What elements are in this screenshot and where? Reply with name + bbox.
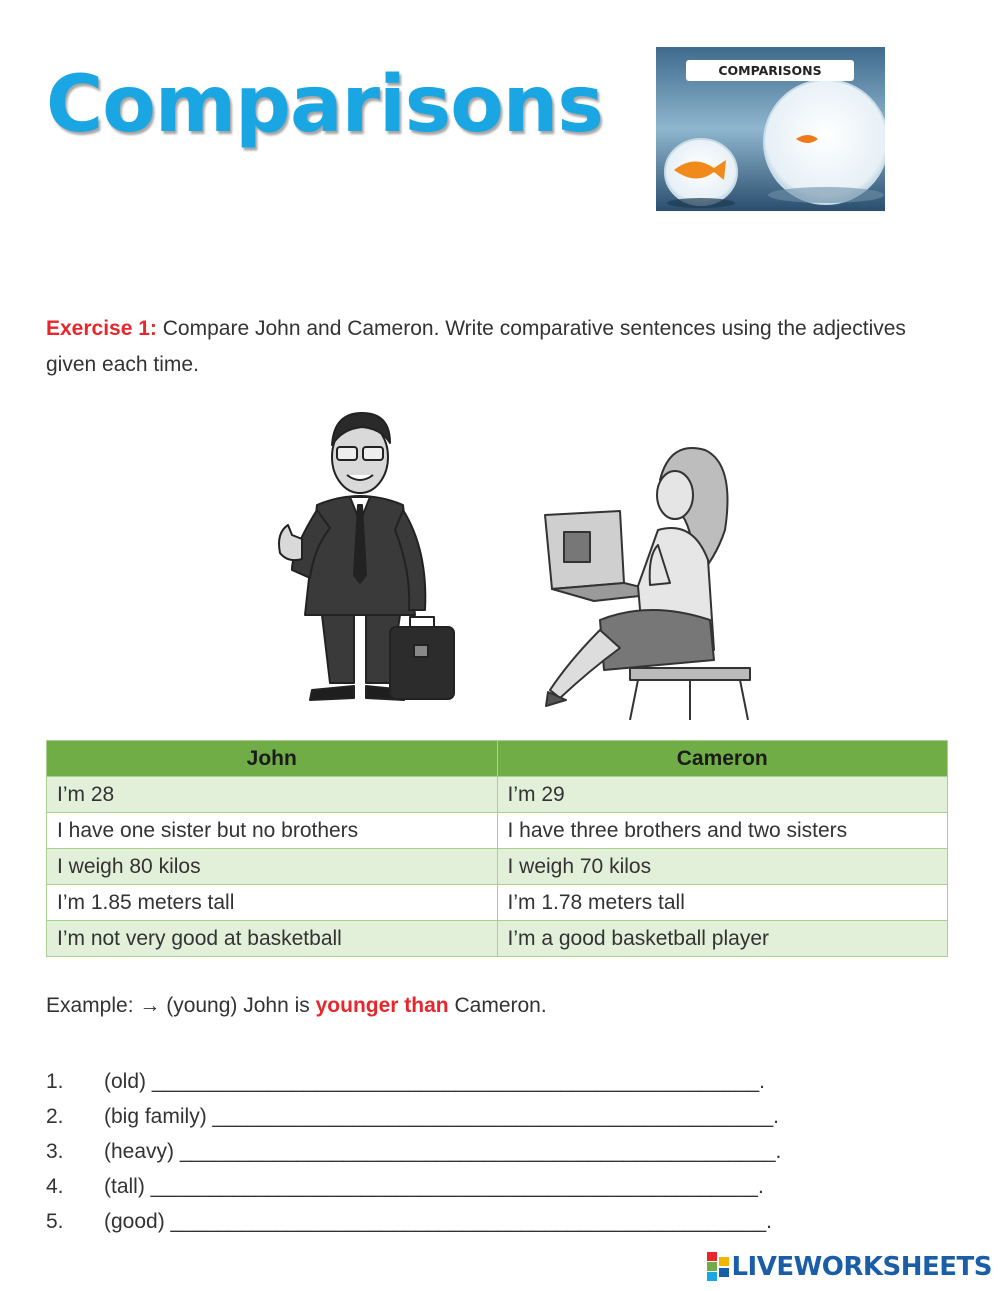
table-cell: I weigh 80 kilos — [47, 849, 498, 885]
answer-line[interactable]: (big family) ________________________________________________. — [104, 1105, 779, 1128]
table-row — [47, 921, 948, 957]
column-header-cameron: Cameron — [497, 741, 948, 777]
goldfish-bowl-banner-image — [656, 47, 885, 211]
question-item — [46, 1064, 906, 1099]
table-header-row — [47, 741, 948, 777]
question-list — [46, 1064, 906, 1239]
logo-text: LIVEWORKSHEETS — [731, 1252, 992, 1282]
example-prefix: Example: → (young) John is — [46, 994, 316, 1017]
liveworksheets-logo — [707, 1249, 992, 1285]
table-row — [47, 777, 948, 813]
table-cell: I’m 1.78 meters tall — [497, 885, 948, 921]
table-cell: I’m 1.85 meters tall — [47, 885, 498, 921]
question-number: 2. — [46, 1105, 64, 1128]
table-cell: I have one sister but no brothers — [47, 813, 498, 849]
question-item — [46, 1204, 906, 1239]
answer-line[interactable]: (good) ___________________________________________________. — [104, 1210, 773, 1233]
column-header-john: John — [47, 741, 498, 777]
exercise-text: Compare John and Cameron. Write comparative sentences using the adjectives given each time. — [46, 317, 906, 376]
question-item — [46, 1099, 906, 1134]
table-cell: I weigh 70 kilos — [497, 849, 948, 885]
table-cell: I’m a good basketball player — [497, 921, 948, 957]
question-item — [46, 1134, 906, 1169]
banner-label: COMPARISONS — [718, 63, 822, 78]
table-row — [47, 849, 948, 885]
comparison-table — [46, 740, 948, 957]
table-cell: I have three brothers and two sisters — [497, 813, 948, 849]
example-highlight: younger than — [315, 994, 449, 1017]
example-suffix: Cameron. — [448, 994, 547, 1017]
table-row — [47, 813, 948, 849]
question-number: 3. — [46, 1140, 64, 1163]
answer-line[interactable]: (old) ____________________________________________________. — [104, 1070, 765, 1093]
cameron-illustration — [540, 440, 760, 720]
question-item — [46, 1169, 906, 1204]
answer-line[interactable]: (heavy) ___________________________________________________. — [104, 1140, 782, 1163]
example-sentence — [46, 994, 547, 1018]
table-cell: I’m 29 — [497, 777, 948, 813]
question-number: 4. — [46, 1175, 64, 1198]
exercise-instructions — [46, 311, 946, 383]
exercise-label: Exercise 1: — [46, 317, 157, 340]
table-cell: I’m 28 — [47, 777, 498, 813]
john-illustration — [262, 405, 462, 715]
answer-line[interactable]: (tall) ____________________________________________________. — [104, 1175, 764, 1198]
question-number: 5. — [46, 1210, 64, 1233]
page-title: Comparisons — [46, 60, 603, 150]
table-cell: I’m not very good at basketball — [47, 921, 498, 957]
table-row — [47, 885, 948, 921]
question-number: 1. — [46, 1070, 64, 1093]
liveworksheets-mark-icon — [707, 1252, 731, 1282]
